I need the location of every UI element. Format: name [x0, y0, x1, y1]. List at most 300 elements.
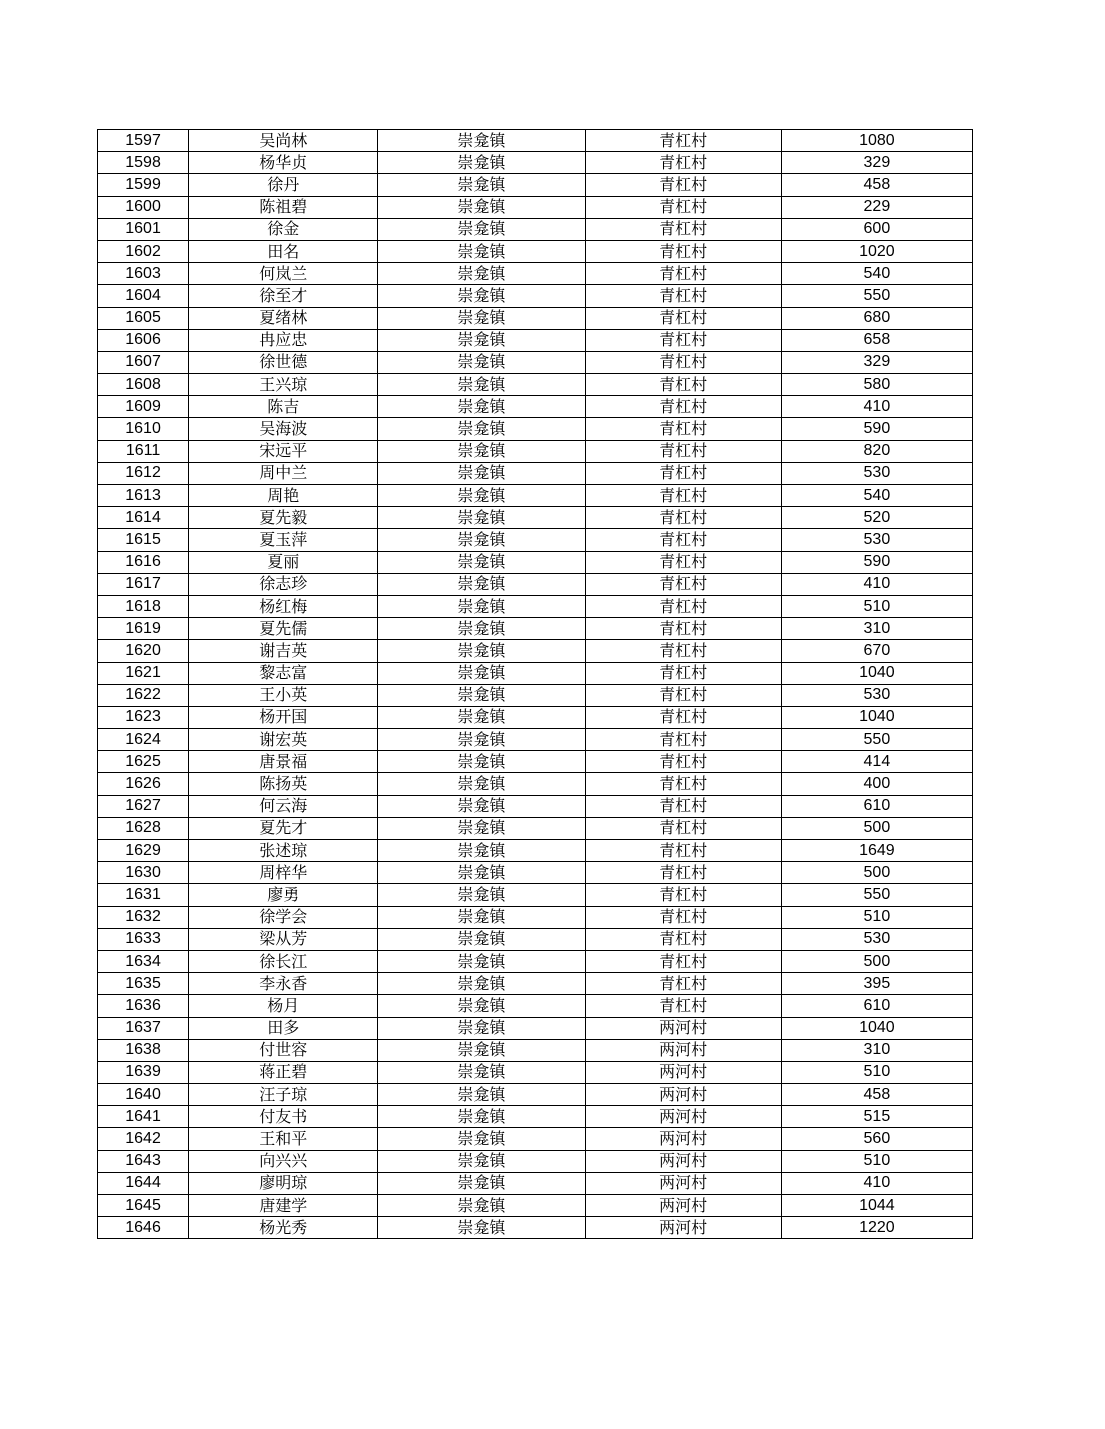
row-number-cell: 1604 [98, 285, 189, 307]
table-row [98, 507, 973, 529]
village-cell: 青杠村 [585, 196, 781, 218]
town-cell: 崇龛镇 [378, 152, 585, 174]
row-number-cell: 1612 [98, 462, 189, 484]
amount-cell: 310 [781, 1039, 972, 1061]
village-cell: 青杠村 [585, 884, 781, 906]
row-number-cell: 1624 [98, 729, 189, 751]
amount-cell: 500 [781, 950, 972, 972]
row-number-cell: 1614 [98, 507, 189, 529]
amount-cell: 610 [781, 795, 972, 817]
town-cell: 崇龛镇 [378, 840, 585, 862]
village-cell: 两河村 [585, 1128, 781, 1150]
name-cell: 田名 [189, 240, 378, 262]
table-row [98, 973, 973, 995]
town-cell: 崇龛镇 [378, 263, 585, 285]
amount-cell: 1044 [781, 1195, 972, 1217]
table-row [98, 551, 973, 573]
name-cell: 徐金 [189, 218, 378, 240]
village-cell: 青杠村 [585, 573, 781, 595]
town-cell: 崇龛镇 [378, 906, 585, 928]
town-cell: 崇龛镇 [378, 1039, 585, 1061]
name-cell: 陈祖碧 [189, 196, 378, 218]
village-cell: 两河村 [585, 1195, 781, 1217]
town-cell: 崇龛镇 [378, 950, 585, 972]
amount-cell: 530 [781, 684, 972, 706]
village-cell: 两河村 [585, 1017, 781, 1039]
amount-cell: 1649 [781, 840, 972, 862]
amount-cell: 1020 [781, 240, 972, 262]
amount-cell: 458 [781, 174, 972, 196]
village-cell: 青杠村 [585, 862, 781, 884]
table-row [98, 285, 973, 307]
amount-cell: 680 [781, 307, 972, 329]
town-cell: 崇龛镇 [378, 240, 585, 262]
table-row [98, 374, 973, 396]
name-cell: 廖明琼 [189, 1172, 378, 1194]
row-number-cell: 1608 [98, 374, 189, 396]
table-body [98, 130, 973, 1239]
town-cell: 崇龛镇 [378, 462, 585, 484]
amount-cell: 530 [781, 462, 972, 484]
amount-cell: 410 [781, 573, 972, 595]
town-cell: 崇龛镇 [378, 329, 585, 351]
row-number-cell: 1642 [98, 1128, 189, 1150]
name-cell: 吴海波 [189, 418, 378, 440]
name-cell: 杨开国 [189, 706, 378, 728]
table-row [98, 840, 973, 862]
name-cell: 陈扬英 [189, 773, 378, 795]
name-cell: 夏绪林 [189, 307, 378, 329]
village-cell: 青杠村 [585, 995, 781, 1017]
village-cell: 两河村 [585, 1039, 781, 1061]
amount-cell: 500 [781, 862, 972, 884]
town-cell: 崇龛镇 [378, 995, 585, 1017]
name-cell: 徐至才 [189, 285, 378, 307]
village-cell: 青杠村 [585, 329, 781, 351]
row-number-cell: 1598 [98, 152, 189, 174]
town-cell: 崇龛镇 [378, 440, 585, 462]
amount-cell: 670 [781, 640, 972, 662]
row-number-cell: 1603 [98, 263, 189, 285]
name-cell: 何云海 [189, 795, 378, 817]
table-row [98, 1195, 973, 1217]
name-cell: 周艳 [189, 485, 378, 507]
town-cell: 崇龛镇 [378, 595, 585, 617]
table-row [98, 1017, 973, 1039]
village-cell: 青杠村 [585, 130, 781, 152]
row-number-cell: 1628 [98, 817, 189, 839]
table-row [98, 950, 973, 972]
row-number-cell: 1638 [98, 1039, 189, 1061]
town-cell: 崇龛镇 [378, 218, 585, 240]
row-number-cell: 1627 [98, 795, 189, 817]
table-row [98, 751, 973, 773]
village-cell: 青杠村 [585, 729, 781, 751]
town-cell: 崇龛镇 [378, 817, 585, 839]
name-cell: 夏玉萍 [189, 529, 378, 551]
village-cell: 两河村 [585, 1084, 781, 1106]
name-cell: 徐世德 [189, 351, 378, 373]
village-cell: 青杠村 [585, 551, 781, 573]
village-cell: 青杠村 [585, 174, 781, 196]
amount-cell: 1040 [781, 662, 972, 684]
row-number-cell: 1615 [98, 529, 189, 551]
table-row [98, 351, 973, 373]
table-row [98, 906, 973, 928]
amount-cell: 458 [781, 1084, 972, 1106]
town-cell: 崇龛镇 [378, 1017, 585, 1039]
name-cell: 唐建学 [189, 1195, 378, 1217]
table-row [98, 218, 973, 240]
row-number-cell: 1646 [98, 1217, 189, 1239]
table-row [98, 618, 973, 640]
table-row [98, 462, 973, 484]
town-cell: 崇龛镇 [378, 618, 585, 640]
name-cell: 夏先毅 [189, 507, 378, 529]
village-cell: 青杠村 [585, 618, 781, 640]
amount-cell: 560 [781, 1128, 972, 1150]
town-cell: 崇龛镇 [378, 662, 585, 684]
amount-cell: 530 [781, 928, 972, 950]
name-cell: 冉应忠 [189, 329, 378, 351]
row-number-cell: 1640 [98, 1084, 189, 1106]
row-number-cell: 1632 [98, 906, 189, 928]
village-cell: 两河村 [585, 1172, 781, 1194]
name-cell: 周中兰 [189, 462, 378, 484]
amount-cell: 550 [781, 884, 972, 906]
table-row [98, 662, 973, 684]
table-row [98, 1150, 973, 1172]
town-cell: 崇龛镇 [378, 751, 585, 773]
table-row [98, 440, 973, 462]
village-cell: 青杠村 [585, 152, 781, 174]
row-number-cell: 1610 [98, 418, 189, 440]
town-cell: 崇龛镇 [378, 507, 585, 529]
town-cell: 崇龛镇 [378, 418, 585, 440]
name-cell: 吴尚林 [189, 130, 378, 152]
amount-cell: 400 [781, 773, 972, 795]
table-row [98, 152, 973, 174]
table-row [98, 1084, 973, 1106]
town-cell: 崇龛镇 [378, 884, 585, 906]
table-row [98, 1128, 973, 1150]
name-cell: 杨红梅 [189, 595, 378, 617]
town-cell: 崇龛镇 [378, 1217, 585, 1239]
row-number-cell: 1617 [98, 573, 189, 595]
village-cell: 两河村 [585, 1150, 781, 1172]
amount-cell: 520 [781, 507, 972, 529]
row-number-cell: 1621 [98, 662, 189, 684]
village-cell: 两河村 [585, 1217, 781, 1239]
name-cell: 田多 [189, 1017, 378, 1039]
name-cell: 徐丹 [189, 174, 378, 196]
name-cell: 徐志珍 [189, 573, 378, 595]
town-cell: 崇龛镇 [378, 529, 585, 551]
village-cell: 青杠村 [585, 351, 781, 373]
row-number-cell: 1643 [98, 1150, 189, 1172]
table-row [98, 263, 973, 285]
name-cell: 周梓华 [189, 862, 378, 884]
table-row [98, 1061, 973, 1083]
amount-cell: 515 [781, 1106, 972, 1128]
village-cell: 青杠村 [585, 374, 781, 396]
town-cell: 崇龛镇 [378, 1106, 585, 1128]
town-cell: 崇龛镇 [378, 130, 585, 152]
row-number-cell: 1631 [98, 884, 189, 906]
town-cell: 崇龛镇 [378, 1150, 585, 1172]
row-number-cell: 1636 [98, 995, 189, 1017]
row-number-cell: 1616 [98, 551, 189, 573]
name-cell: 夏先才 [189, 817, 378, 839]
amount-cell: 1220 [781, 1217, 972, 1239]
town-cell: 崇龛镇 [378, 795, 585, 817]
town-cell: 崇龛镇 [378, 573, 585, 595]
town-cell: 崇龛镇 [378, 1061, 585, 1083]
table-row [98, 706, 973, 728]
town-cell: 崇龛镇 [378, 773, 585, 795]
name-cell: 蒋正碧 [189, 1061, 378, 1083]
table-row [98, 684, 973, 706]
village-cell: 青杠村 [585, 706, 781, 728]
town-cell: 崇龛镇 [378, 706, 585, 728]
row-number-cell: 1635 [98, 973, 189, 995]
row-number-cell: 1611 [98, 440, 189, 462]
town-cell: 崇龛镇 [378, 174, 585, 196]
table-row [98, 1106, 973, 1128]
amount-cell: 1080 [781, 130, 972, 152]
village-cell: 青杠村 [585, 928, 781, 950]
name-cell: 徐学会 [189, 906, 378, 928]
table-row [98, 995, 973, 1017]
amount-cell: 329 [781, 152, 972, 174]
amount-cell: 395 [781, 973, 972, 995]
table-row [98, 307, 973, 329]
name-cell: 王兴琼 [189, 374, 378, 396]
row-number-cell: 1600 [98, 196, 189, 218]
name-cell: 徐长江 [189, 950, 378, 972]
village-cell: 青杠村 [585, 440, 781, 462]
amount-cell: 590 [781, 418, 972, 440]
town-cell: 崇龛镇 [378, 1195, 585, 1217]
table-row [98, 862, 973, 884]
village-cell: 青杠村 [585, 751, 781, 773]
amount-cell: 1040 [781, 706, 972, 728]
amount-cell: 414 [781, 751, 972, 773]
name-cell: 黎志富 [189, 662, 378, 684]
amount-cell: 550 [781, 285, 972, 307]
row-number-cell: 1599 [98, 174, 189, 196]
town-cell: 崇龛镇 [378, 1084, 585, 1106]
village-cell: 青杠村 [585, 595, 781, 617]
table-row [98, 729, 973, 751]
village-cell: 青杠村 [585, 418, 781, 440]
amount-cell: 1040 [781, 1017, 972, 1039]
village-cell: 青杠村 [585, 640, 781, 662]
amount-cell: 410 [781, 396, 972, 418]
table-row [98, 240, 973, 262]
amount-cell: 510 [781, 1150, 972, 1172]
name-cell: 梁从芳 [189, 928, 378, 950]
row-number-cell: 1602 [98, 240, 189, 262]
name-cell: 唐景福 [189, 751, 378, 773]
village-cell: 青杠村 [585, 307, 781, 329]
row-number-cell: 1609 [98, 396, 189, 418]
village-cell: 青杠村 [585, 684, 781, 706]
town-cell: 崇龛镇 [378, 928, 585, 950]
town-cell: 崇龛镇 [378, 374, 585, 396]
name-cell: 夏丽 [189, 551, 378, 573]
village-cell: 两河村 [585, 1106, 781, 1128]
name-cell: 张述琼 [189, 840, 378, 862]
town-cell: 崇龛镇 [378, 862, 585, 884]
village-cell: 青杠村 [585, 906, 781, 928]
row-number-cell: 1605 [98, 307, 189, 329]
row-number-cell: 1626 [98, 773, 189, 795]
table-row [98, 928, 973, 950]
village-cell: 青杠村 [585, 485, 781, 507]
name-cell: 杨光秀 [189, 1217, 378, 1239]
table-row [98, 773, 973, 795]
amount-cell: 820 [781, 440, 972, 462]
row-number-cell: 1644 [98, 1172, 189, 1194]
town-cell: 崇龛镇 [378, 285, 585, 307]
village-cell: 青杠村 [585, 263, 781, 285]
name-cell: 汪子琼 [189, 1084, 378, 1106]
name-cell: 王小英 [189, 684, 378, 706]
village-cell: 青杠村 [585, 773, 781, 795]
amount-cell: 510 [781, 1061, 972, 1083]
row-number-cell: 1641 [98, 1106, 189, 1128]
name-cell: 陈吉 [189, 396, 378, 418]
village-cell: 青杠村 [585, 817, 781, 839]
table-row [98, 529, 973, 551]
name-cell: 付世容 [189, 1039, 378, 1061]
village-cell: 青杠村 [585, 662, 781, 684]
town-cell: 崇龛镇 [378, 973, 585, 995]
amount-cell: 510 [781, 595, 972, 617]
table-row [98, 396, 973, 418]
village-cell: 青杠村 [585, 507, 781, 529]
name-cell: 杨月 [189, 995, 378, 1017]
row-number-cell: 1623 [98, 706, 189, 728]
row-number-cell: 1633 [98, 928, 189, 950]
name-cell: 谢吉英 [189, 640, 378, 662]
name-cell: 何岚兰 [189, 263, 378, 285]
amount-cell: 500 [781, 817, 972, 839]
row-number-cell: 1620 [98, 640, 189, 662]
row-number-cell: 1613 [98, 485, 189, 507]
town-cell: 崇龛镇 [378, 684, 585, 706]
amount-cell: 540 [781, 485, 972, 507]
table-row [98, 196, 973, 218]
table-row [98, 884, 973, 906]
town-cell: 崇龛镇 [378, 351, 585, 373]
row-number-cell: 1629 [98, 840, 189, 862]
table-row [98, 640, 973, 662]
village-cell: 青杠村 [585, 950, 781, 972]
town-cell: 崇龛镇 [378, 1128, 585, 1150]
amount-cell: 310 [781, 618, 972, 640]
row-number-cell: 1645 [98, 1195, 189, 1217]
town-cell: 崇龛镇 [378, 396, 585, 418]
amount-cell: 530 [781, 529, 972, 551]
amount-cell: 600 [781, 218, 972, 240]
row-number-cell: 1639 [98, 1061, 189, 1083]
town-cell: 崇龛镇 [378, 307, 585, 329]
amount-cell: 410 [781, 1172, 972, 1194]
village-cell: 青杠村 [585, 795, 781, 817]
table-row [98, 795, 973, 817]
amount-cell: 229 [781, 196, 972, 218]
amount-cell: 329 [781, 351, 972, 373]
table-row [98, 1039, 973, 1061]
table-row [98, 573, 973, 595]
village-cell: 两河村 [585, 1061, 781, 1083]
table-row [98, 595, 973, 617]
village-cell: 青杠村 [585, 218, 781, 240]
name-cell: 向兴兴 [189, 1150, 378, 1172]
town-cell: 崇龛镇 [378, 551, 585, 573]
amount-cell: 610 [781, 995, 972, 1017]
name-cell: 宋远平 [189, 440, 378, 462]
town-cell: 崇龛镇 [378, 485, 585, 507]
row-number-cell: 1619 [98, 618, 189, 640]
row-number-cell: 1601 [98, 218, 189, 240]
village-cell: 青杠村 [585, 462, 781, 484]
row-number-cell: 1630 [98, 862, 189, 884]
name-cell: 付友书 [189, 1106, 378, 1128]
row-number-cell: 1597 [98, 130, 189, 152]
town-cell: 崇龛镇 [378, 729, 585, 751]
row-number-cell: 1622 [98, 684, 189, 706]
town-cell: 崇龛镇 [378, 1172, 585, 1194]
village-cell: 青杠村 [585, 396, 781, 418]
table-row [98, 817, 973, 839]
amount-cell: 658 [781, 329, 972, 351]
name-cell: 杨华贞 [189, 152, 378, 174]
table-row [98, 418, 973, 440]
amount-cell: 580 [781, 374, 972, 396]
town-cell: 崇龛镇 [378, 196, 585, 218]
data-table [97, 129, 973, 1239]
village-cell: 青杠村 [585, 973, 781, 995]
village-cell: 青杠村 [585, 840, 781, 862]
row-number-cell: 1634 [98, 950, 189, 972]
name-cell: 廖勇 [189, 884, 378, 906]
name-cell: 夏先儒 [189, 618, 378, 640]
name-cell: 李永香 [189, 973, 378, 995]
table-row [98, 329, 973, 351]
amount-cell: 540 [781, 263, 972, 285]
row-number-cell: 1607 [98, 351, 189, 373]
row-number-cell: 1606 [98, 329, 189, 351]
amount-cell: 550 [781, 729, 972, 751]
name-cell: 谢宏英 [189, 729, 378, 751]
row-number-cell: 1637 [98, 1017, 189, 1039]
table-row [98, 130, 973, 152]
table-row [98, 1172, 973, 1194]
village-cell: 青杠村 [585, 285, 781, 307]
table-row [98, 485, 973, 507]
town-cell: 崇龛镇 [378, 640, 585, 662]
table-row [98, 174, 973, 196]
row-number-cell: 1618 [98, 595, 189, 617]
name-cell: 王和平 [189, 1128, 378, 1150]
row-number-cell: 1625 [98, 751, 189, 773]
amount-cell: 510 [781, 906, 972, 928]
village-cell: 青杠村 [585, 240, 781, 262]
village-cell: 青杠村 [585, 529, 781, 551]
